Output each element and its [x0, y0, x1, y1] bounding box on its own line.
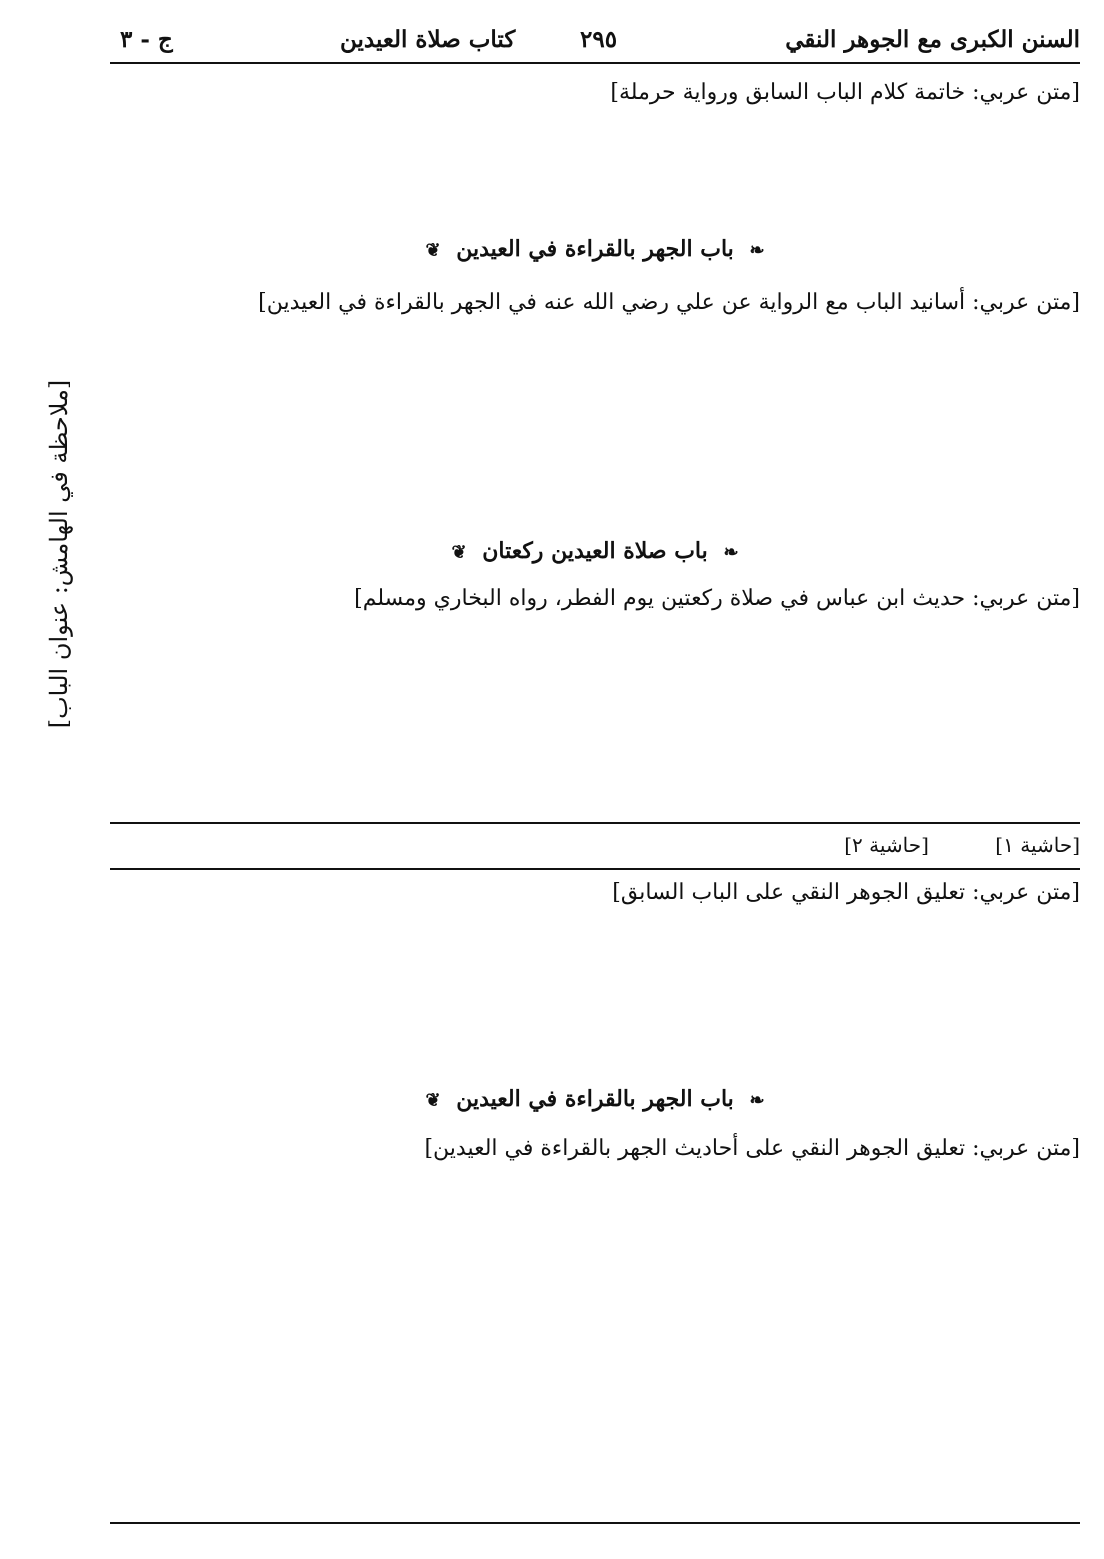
footnote-2: [حاشية ٢] [844, 833, 929, 857]
main-text-block-1: [متن عربي: خاتمة كلام الباب السابق ورواية حرملة] [610, 80, 1080, 105]
ornament-left-icon: ❦ [425, 1089, 441, 1111]
main-text-block-3: [متن عربي: حديث ابن عباس في صلاة ركعتين يوم الفطر، رواه البخاري ومسلم] [354, 586, 1080, 611]
commentary-divider [110, 868, 1080, 870]
page-header [110, 18, 1080, 60]
chapter-heading-1 [110, 236, 1080, 262]
footnotes [110, 829, 1080, 861]
margin-note [24, 54, 94, 1054]
footnote-1: [حاشية ١] [995, 833, 1080, 857]
footer-divider [110, 1522, 1080, 1524]
footnote-divider [110, 822, 1080, 824]
header-divider [110, 62, 1080, 64]
chapter-heading-3-text: باب الجهر بالقراءة في العيدين [456, 1086, 734, 1112]
commentary-text-block-1: [متن عربي: تعليق الجوهر النقي على الباب السابق] [612, 880, 1080, 905]
ornament-right-icon: ❧ [723, 541, 739, 563]
page-number: ٢٩٥ [580, 26, 618, 53]
ornament-right-icon: ❧ [749, 239, 765, 261]
book-title: السنن الكبرى مع الجوهر النقي [785, 26, 1080, 53]
margin-note-text: [ملاحظة في الهامش: عنوان الباب] [45, 379, 73, 729]
main-text-block-2: [متن عربي: أسانيد الباب مع الرواية عن علي رضي الله عنه في الجهر بالقراءة في العيدين] [258, 290, 1080, 315]
ornament-left-icon: ❦ [425, 239, 441, 261]
chapter-heading-1-text: باب الجهر بالقراءة في العيدين [456, 236, 734, 262]
ornament-right-icon: ❧ [749, 1089, 765, 1111]
ornament-left-icon: ❦ [451, 541, 467, 563]
volume-label: ج - ٣ [120, 26, 173, 53]
chapter-title: كتاب صلاة العيدين [340, 26, 516, 53]
chapter-heading-2-text: باب صلاة العيدين ركعتان [482, 538, 708, 564]
chapter-heading-2 [110, 538, 1080, 564]
chapter-heading-3 [110, 1086, 1080, 1112]
commentary-text-block-2: [متن عربي: تعليق الجوهر النقي على أحاديث الجهر بالقراءة في العيدين] [424, 1136, 1080, 1161]
